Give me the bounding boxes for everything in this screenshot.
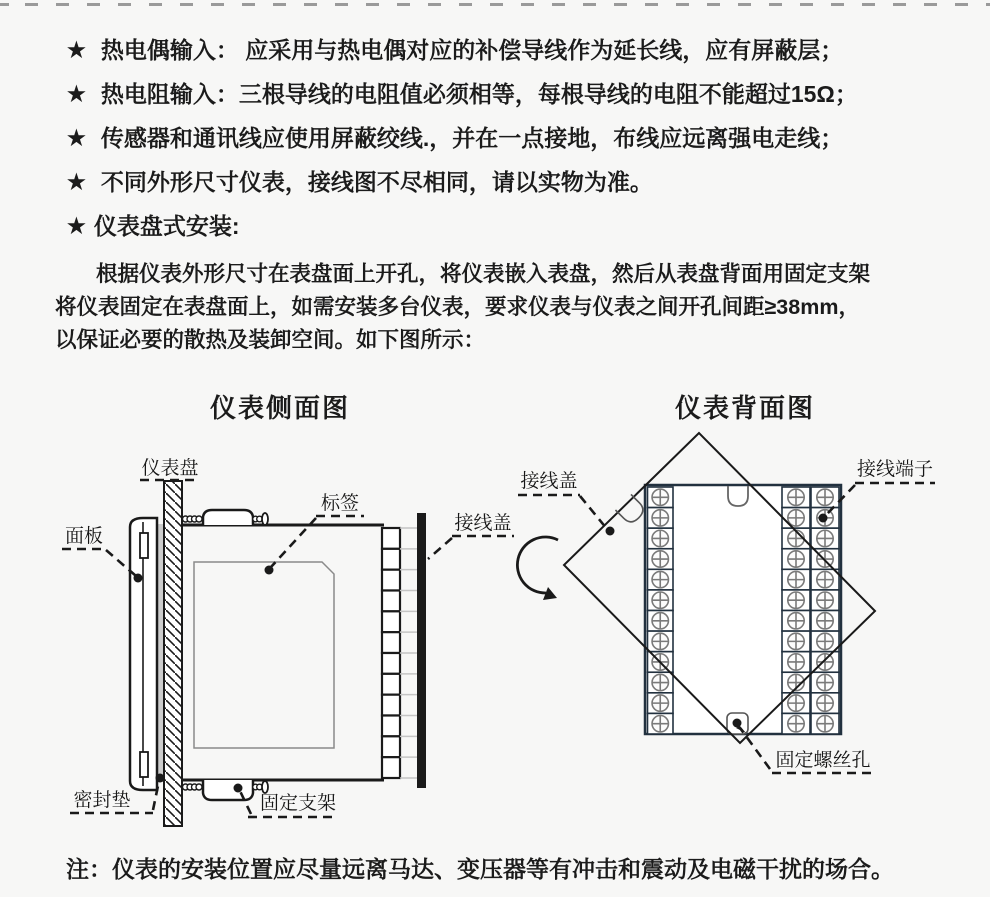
terminal-segment <box>382 632 400 653</box>
fixing-bracket-bottom <box>183 780 269 800</box>
terminal-segment <box>382 674 400 695</box>
terminal-segment <box>382 653 400 674</box>
panel-board-label: 仪表盘 <box>141 458 199 479</box>
leader-dot <box>134 574 143 583</box>
fixing-screw-hole <box>727 713 748 734</box>
list-item-text: 不同外形尺寸仪表，接线图不尽相同，请以实物为准。 <box>100 169 653 195</box>
terminal-segment <box>382 695 400 716</box>
section-heading-text: 仪表盘式安装: <box>93 213 240 239</box>
terminal-segment <box>382 591 400 612</box>
installation-paragraph <box>55 258 870 357</box>
paragraph-line: 将仪表固定在表盘面上，如需安装多台仪表，要求仪表与仪表之间开孔间距≥38mm， <box>55 295 860 319</box>
list-item-text: 热电偶输入： 应采用与热电偶对应的补偿导线作为延长线，应有屏蔽层； <box>100 37 844 63</box>
terminal-block-label: 接线端子 <box>856 459 934 480</box>
star-bullet-icon: ★ <box>67 127 86 150</box>
gasket-label: 密封垫 <box>73 790 131 811</box>
leader-dot <box>606 527 615 536</box>
terminal-cover-bar <box>417 513 426 788</box>
bottom-note: 注：仪表的安装位置应尽量远离马达、变压器等有冲击和震动及电磁干扰的场合。 <box>66 856 894 882</box>
terminal-segment <box>382 757 400 778</box>
terminal-segment <box>382 736 400 757</box>
star-bullet-icon: ★ <box>67 83 86 106</box>
terminal-segment <box>382 611 400 632</box>
list-item <box>67 80 858 109</box>
label-area <box>194 562 334 748</box>
paragraph-line: 根据仪表外形尺寸在表盘面上开孔，将仪表嵌入表盘，然后从表盘背面用固定支架 <box>96 262 871 286</box>
back-view-title: 仪表背面图 <box>674 394 815 423</box>
paragraph-line: 以保证必要的散热及装卸空间。如下图所示： <box>55 328 486 352</box>
list-item <box>67 124 858 153</box>
leader-dot <box>234 784 243 793</box>
star-bullet-icon: ★ <box>67 215 86 238</box>
terminal-cover-label: 接线盖 <box>454 513 512 534</box>
terminal-segment <box>382 570 400 591</box>
list-item <box>67 36 858 65</box>
leader-dot <box>265 566 274 575</box>
panel-wall <box>164 481 182 826</box>
star-bullet-icon: ★ <box>67 171 86 194</box>
bracket-label: 固定支架 <box>259 793 337 814</box>
terminal-cover-label: 接线盖 <box>520 471 578 492</box>
terminal-segment <box>382 549 400 570</box>
front-panel-label: 面板 <box>64 526 104 547</box>
terminal-ladder <box>382 528 400 778</box>
leader-dot <box>819 514 828 523</box>
back-view-diagram <box>500 430 990 840</box>
sticker-label: 标签 <box>320 493 360 514</box>
side-view-title: 仪表侧面图 <box>209 394 350 423</box>
rotation-arrow-icon <box>517 537 558 600</box>
list-item-text: 传感器和通讯线应使用屏蔽绞线.，并在一点接地，布线应远离强电走线； <box>100 125 844 151</box>
list-item <box>67 168 858 197</box>
list-item-section-heading <box>67 212 858 241</box>
screw-hole-label: 固定螺丝孔 <box>775 750 871 771</box>
side-view-diagram <box>40 430 520 840</box>
fixing-bracket-top <box>183 510 269 525</box>
leader-dot <box>156 774 165 783</box>
terminal-ladder-lines <box>400 528 417 778</box>
page-top-dashed-divider <box>0 3 990 6</box>
terminal-segment <box>382 528 400 549</box>
front-panel-slot <box>140 752 148 777</box>
list-item-text: 热电阻输入：三根导线的电阻值必须相等，每根导线的电阻不能超过15Ω； <box>100 81 858 107</box>
front-panel-slot <box>140 533 148 558</box>
star-bullet-icon: ★ <box>67 39 86 62</box>
notes-list <box>67 36 858 256</box>
terminal-segment <box>382 716 400 737</box>
